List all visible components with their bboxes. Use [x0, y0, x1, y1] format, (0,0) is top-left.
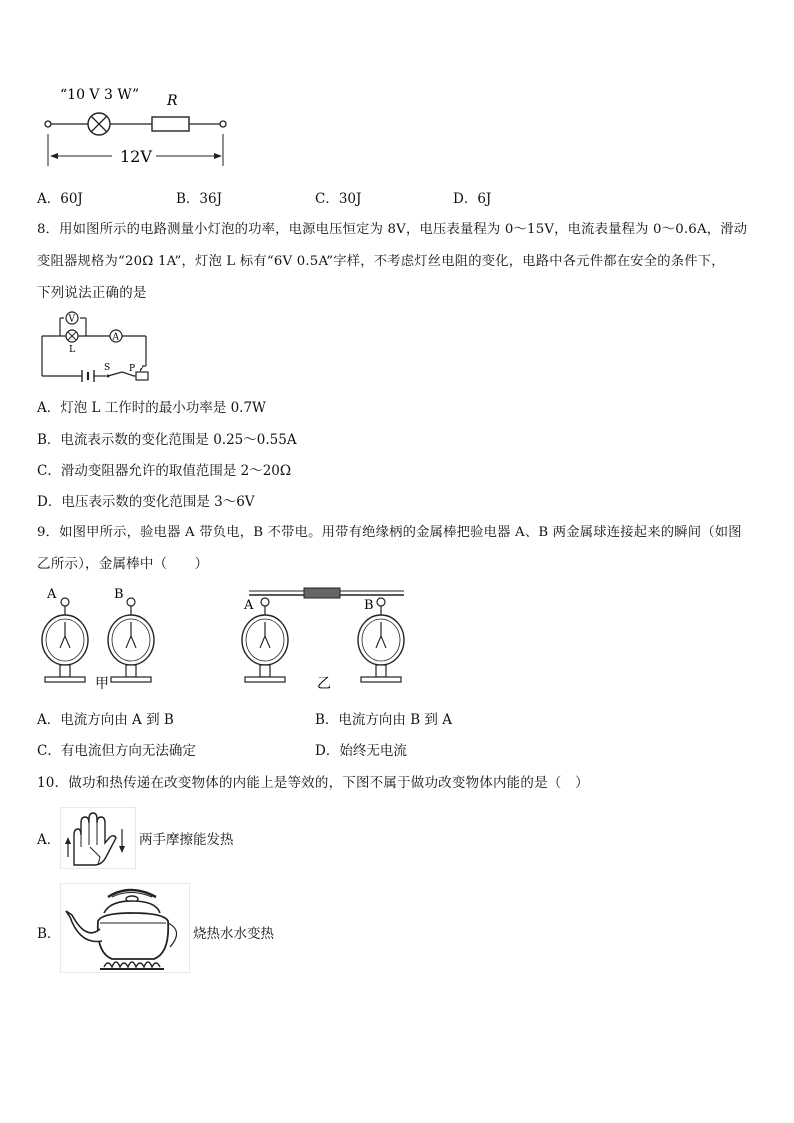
label-b-right: B [364, 598, 374, 613]
ammeter-label: A [112, 332, 119, 343]
left-terminal [45, 121, 51, 127]
q10-option-a-caption: 两手摩擦能发热 [139, 832, 234, 848]
voltmeter-label: V [68, 314, 75, 325]
label-b-left: B [114, 587, 124, 602]
caption-yi: 乙 [317, 676, 331, 692]
lamp-rating-label: “10 V 3 W” [60, 87, 140, 103]
lamp-icon [66, 330, 78, 342]
q8-stem-line3: 下列说法正确的是 [37, 285, 147, 301]
voltmeter-icon [66, 312, 78, 325]
source-voltage-label: 12V [120, 147, 152, 166]
resistor-label: R [167, 93, 178, 109]
right-terminal [220, 121, 226, 127]
q8-stem-line2: 变阻器规格为“20Ω 1A”，灯泡 L 标有“6V 0.5A”字样，不考虑灯丝电阻的变化，电路中各元件都在安全的条件下， [37, 254, 725, 269]
q9-option-a[interactable]: A．电流方向由 A 到 B [37, 712, 174, 728]
electroscope-a-left [42, 598, 88, 682]
hands-rubbing-image [60, 807, 136, 869]
q7-option-a[interactable]: A．60J [37, 191, 83, 207]
q9-stem-line1: 9．如图甲所示，验电器 A 带负电，B 不带电。用带有绝缘柄的金属棒把验电器 A、B 两金属球连接起来的瞬间（如图 [37, 525, 742, 540]
q7-option-c[interactable]: C．30J [315, 191, 362, 207]
q7-option-b[interactable]: B．36J [176, 191, 223, 207]
kettle-boiling-image [60, 883, 190, 973]
q8-option-d[interactable]: D．电压表示数的变化范围是 3～6V [37, 494, 255, 510]
label-a-left: A [47, 587, 57, 602]
slider-label: P [129, 364, 136, 374]
q9-option-c[interactable]: C．有电流但方向无法确定 [37, 743, 196, 759]
battery-icon [82, 370, 94, 382]
q9-electroscope-figure [38, 582, 418, 692]
label-a-right: A [244, 598, 254, 613]
q8-option-c[interactable]: C．滑动变阻器允许的取值范围是 2～20Ω [37, 463, 292, 479]
q8-option-b[interactable]: B．电流表示数的变化范围是 0.25～0.55A [37, 432, 297, 448]
switch-label: S [104, 363, 111, 373]
insulated-handle [304, 588, 340, 598]
q10-option-b-caption: 烧热水水变热 [193, 926, 274, 942]
rheostat-icon [136, 366, 148, 380]
q8-option-a[interactable]: A．灯泡 L 工作时的最小功率是 0.7W [37, 400, 266, 416]
caption-jia: 甲 [95, 676, 109, 692]
lamp-label: L [69, 344, 76, 355]
q7-option-d[interactable]: D．6J [453, 191, 492, 207]
ammeter-icon [110, 330, 122, 343]
q9-option-b[interactable]: B．电流方向由 B 到 A [315, 712, 452, 728]
resistor-icon [152, 117, 189, 131]
q10-stem: 10．做功和热传递在改变物体的内能上是等效的，下图不属于做功改变物体内能的是（ ） [37, 775, 589, 791]
electroscope-b-left [108, 598, 154, 682]
q7-circuit-figure [40, 84, 240, 170]
q8-stem-line1: 8．用如图所示的电路测量小灯泡的功率，电源电压恒定为 8V，电压表量程为 0～15V，电流表量程为 0～0.6A，滑动 [37, 222, 748, 237]
q9-option-d[interactable]: D．始终无电流 [315, 743, 407, 759]
q10-option-a-letter[interactable]: A． [37, 832, 61, 848]
q8-circuit-figure [38, 310, 156, 384]
lamp-icon [88, 113, 110, 135]
q9-stem-line2: 乙所示），金属棒中（ ） [37, 556, 209, 572]
q10-option-b-letter[interactable]: B． [37, 926, 61, 942]
